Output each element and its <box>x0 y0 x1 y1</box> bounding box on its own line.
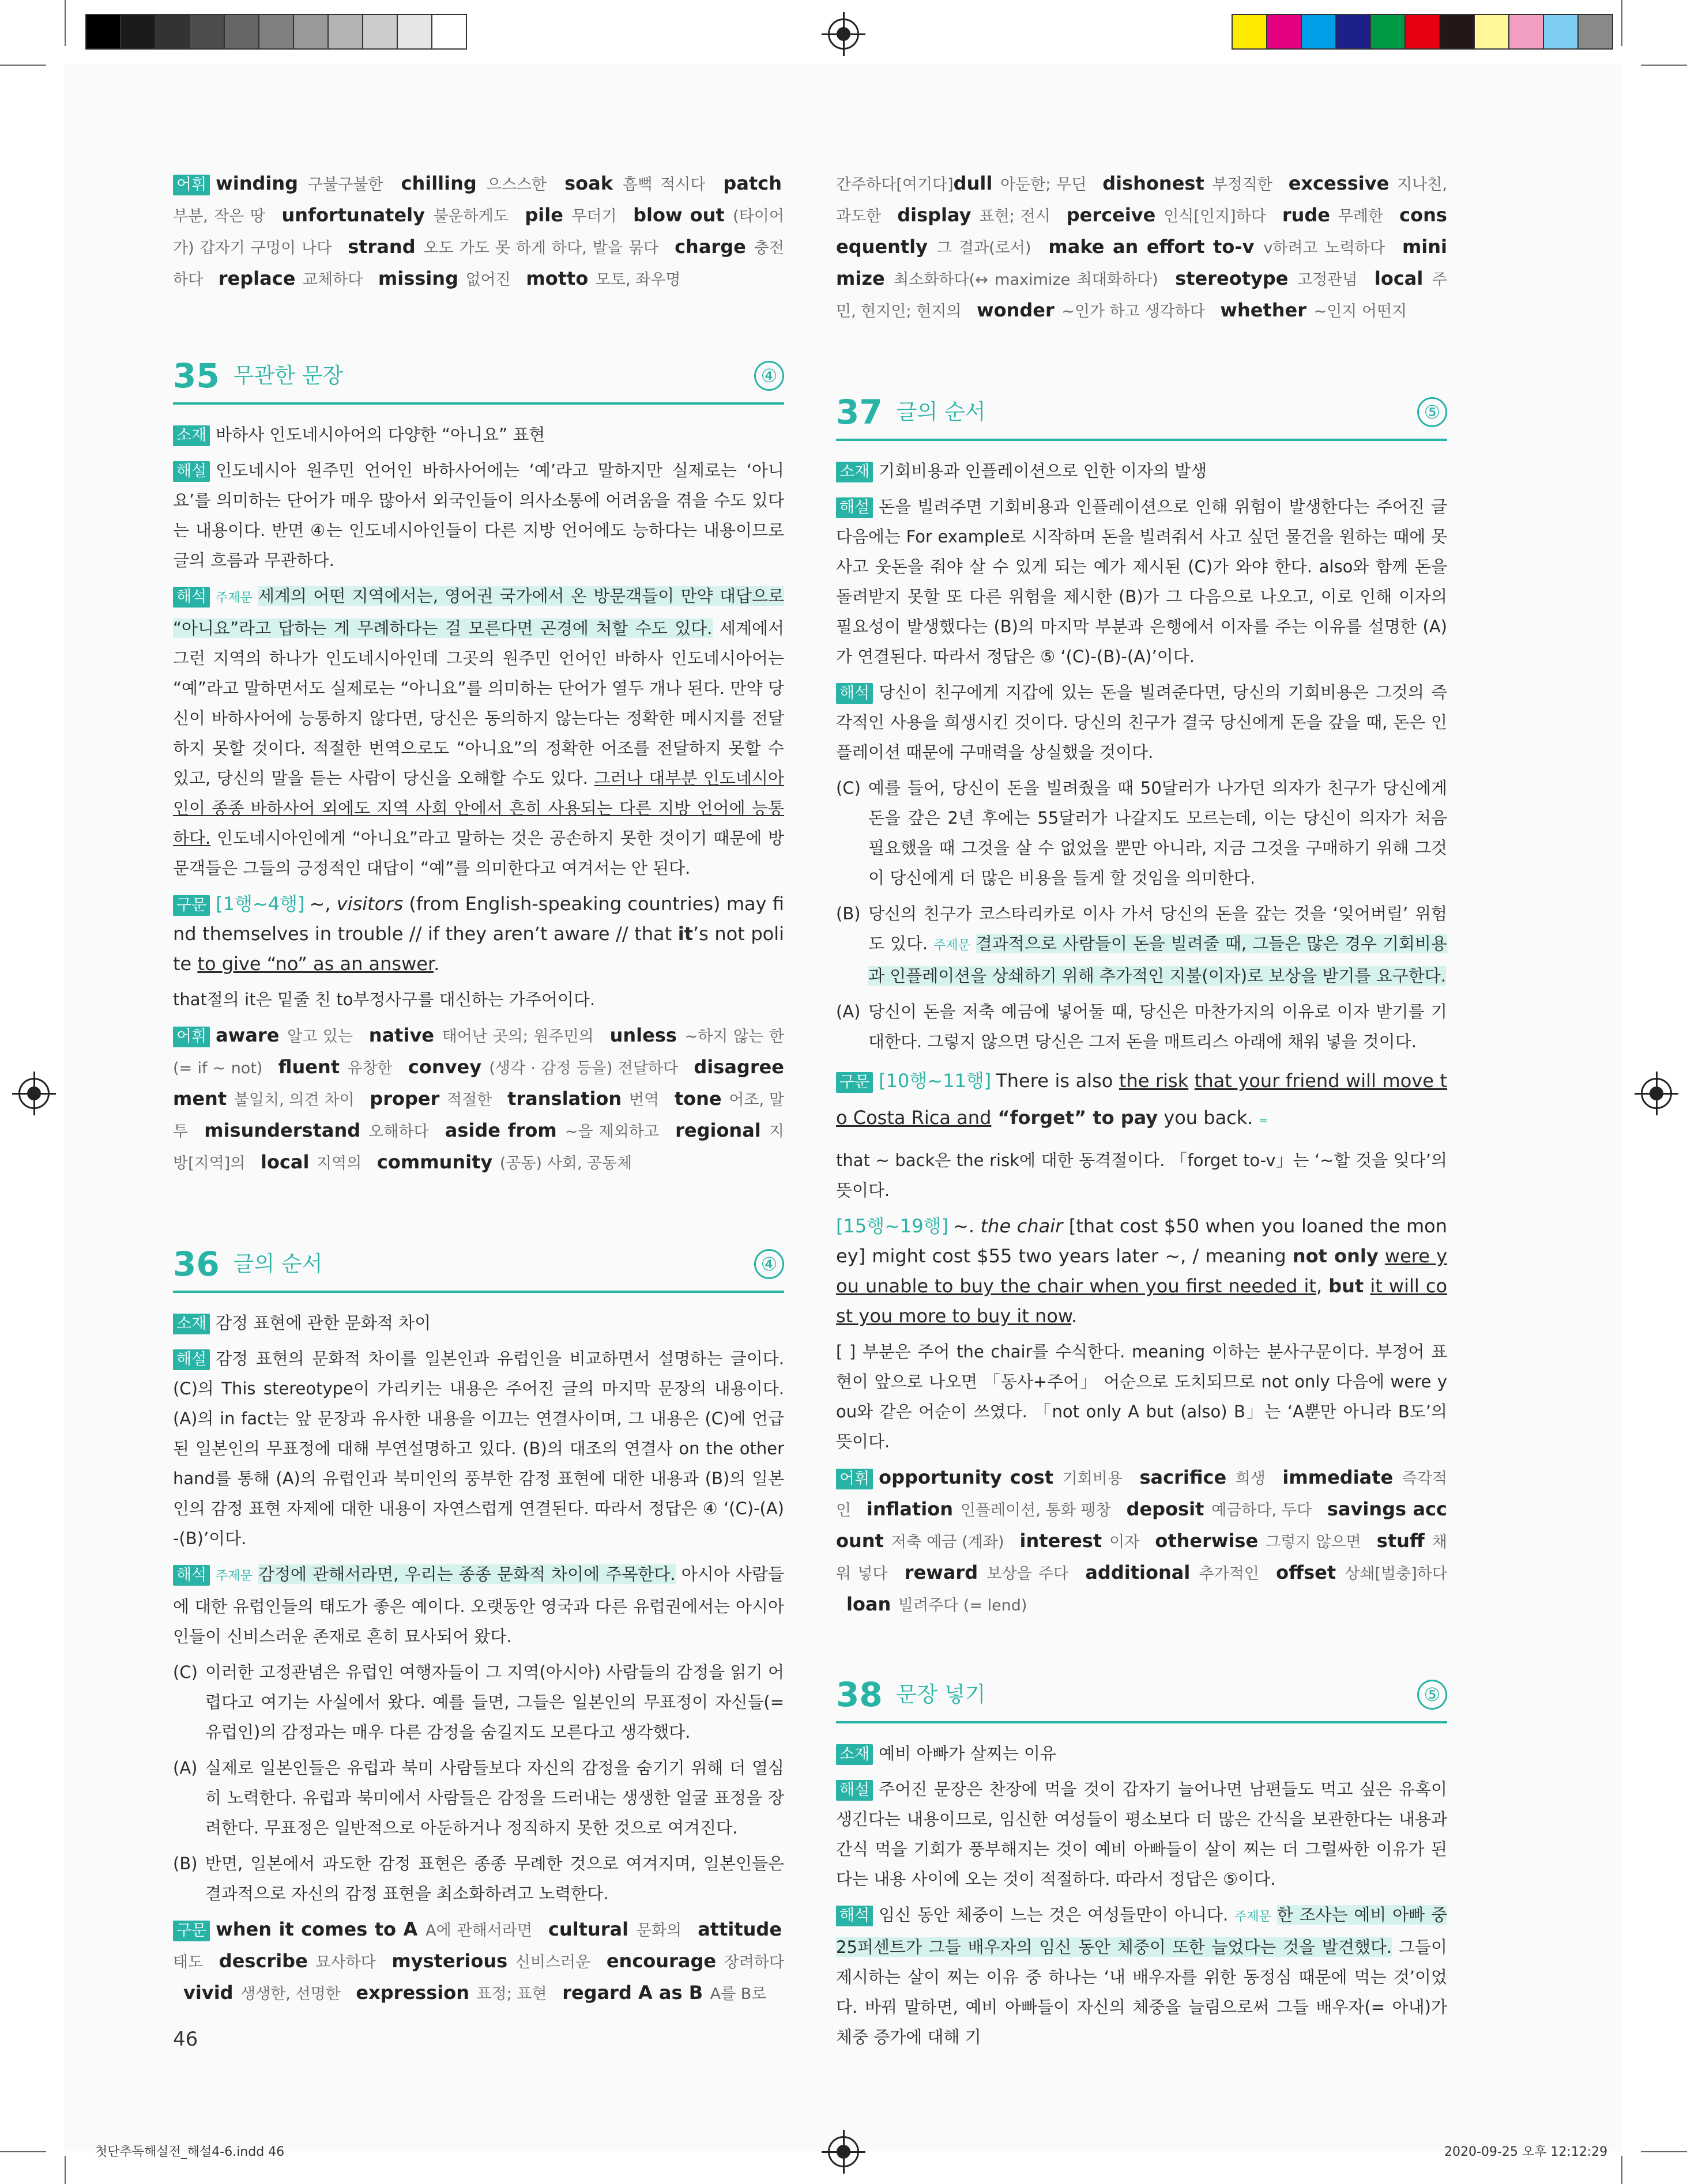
translate-text: 인도네시아인에게 “아니요”라고 말하는 것은 공손하지 못한 것이기 때문에 방문객들은 그들의 긍정적인 대답이 “예”를 의미한다고 여겨서는 안 된다. <box>173 828 784 878</box>
section-number: 38 <box>836 1675 883 1714</box>
syntax-text: ’s not polite <box>173 923 785 975</box>
vocab-block <box>173 1020 784 1179</box>
explain-text: 돈을 빌려주면 기회비용과 인플레이션으로 인해 위험이 발생한다는 주어진 글 다음에는 For example로 시작하며 돈을 빌려줘서 사고 싶던 물건을 원하는 때에 못 사고 웃돈을 줘야 살 수 있게 되는 예가 제시된 (C)가 와야 한다. also와 함께 돈을 돌려받지 못할 또 다른 위험을 제시한 (B)가 그 다음으로 나오고, 이로 인해 이자의 필요성이 발생했다는 (B)의 마지막 부분과 은행에서 이자를 주는 이유를 설명한 (A)가 연결된다. 따라서 정답은 ⑤ ‘(C)-(B)-(A)’이다. <box>836 497 1447 666</box>
section-title: 글의 순서 <box>896 399 986 424</box>
vocab-meaning: 충전하다 <box>173 239 784 289</box>
color-swatch <box>225 15 259 48</box>
color-swatch <box>1336 15 1371 48</box>
syntax-text: , <box>1316 1275 1329 1297</box>
translate-tag: 해석 <box>173 587 210 608</box>
syntax-italic: the chair <box>980 1215 1063 1237</box>
vocab-word: expression <box>356 1982 469 2004</box>
registration-mark-icon <box>828 18 859 50</box>
vocab-word: when it comes to A <box>216 1918 418 1940</box>
vocab-word: chilling <box>401 172 477 194</box>
sub-paragraph-b <box>836 899 1447 991</box>
vocab-meaning: 저축 예금 (계좌) <box>891 1533 1004 1551</box>
explanation <box>836 492 1447 672</box>
vocab-word: misunderstand <box>204 1119 361 1141</box>
vocab-meaning: 알고 있는 <box>287 1028 353 1046</box>
topic-sentence-label: 주제문 <box>1234 1910 1271 1924</box>
sub-text: 실제로 일본인들은 유럽과 북미 사람들보다 자신의 감정을 숨기기 위해 더 열심히 노력한다. 유럽과 북미에서 사람들은 감정을 드러내는 생생한 얼굴 표정을 장려한다. 무표정은 일반적으로 아둔하거나 정직하지 못한 것으로 여겨진다. <box>205 1758 784 1838</box>
vocab-word: additional <box>1085 1561 1191 1583</box>
topic-tag: 소재 <box>836 1744 873 1765</box>
color-swatch <box>1406 15 1440 48</box>
vocab-meaning: 아둔한; 무딘 <box>1000 176 1087 194</box>
vocab-word: sacrifice <box>1139 1466 1227 1488</box>
vocab-word: deposit <box>1126 1498 1204 1520</box>
topic-sentence-label: 주제문 <box>216 591 253 605</box>
vocab-meaning: 최소화하다(↔ maximize 최대화하다) <box>894 271 1158 289</box>
translation <box>836 677 1447 767</box>
sub-paragraph-a <box>836 997 1447 1057</box>
vocab-word: soak <box>564 172 613 194</box>
color-swatch <box>1579 15 1612 48</box>
sub-label: (C) <box>173 1662 198 1682</box>
vocab-meaning: 번역 <box>628 1091 660 1109</box>
crop-mark <box>1641 2151 1687 2152</box>
apposition-mark: = <box>1259 1115 1268 1127</box>
vocab-meaning: 흠뻑 적시다 <box>623 176 706 194</box>
translate-text: 그들이 제시하는 살이 찌는 이유 중 하나는 ‘내 배우자를 위한 동정심 때문에 먹는 것’이었다. 바꿔 말하면, 예비 아빠들이 자신의 체중을 늘림으로써 그들 배우자(= 아내)가 체중 증가에 대해 기 <box>836 1937 1447 2047</box>
vocab-word: rude <box>1282 204 1330 226</box>
vocab-word: tone <box>674 1088 722 1110</box>
translate-text: 아시아 사람들에 대한 유럽인들의 태도가 좋은 예이다. 오랫동안 영국과 다른 유럽권에서는 아시아인들이 신비스러운 존재로 흔히 묘사되어 왔다. <box>173 1564 784 1646</box>
vocab-word: mysterious <box>391 1950 508 1972</box>
sub-paragraph <box>173 1753 784 1843</box>
section-38-header <box>836 1673 1447 1723</box>
crop-mark <box>65 0 66 46</box>
crop-mark <box>0 65 46 66</box>
color-swatch <box>190 15 225 48</box>
sub-paragraph-c <box>836 773 1447 893</box>
translation <box>836 1900 1447 2052</box>
section-number: 36 <box>173 1244 220 1284</box>
vocab-meaning: 불일치, 의견 차이 <box>234 1091 355 1109</box>
vocab-meaning: ~인지 어떤지 <box>1313 303 1407 320</box>
vocab-meaning: 신비스러운 <box>515 1953 591 1971</box>
vocab-word: describe <box>219 1950 308 1972</box>
topic-sentence-label: 주제문 <box>933 938 970 953</box>
vocab-meaning: 인플레이션, 통화 팽창 <box>960 1502 1111 1519</box>
registration-mark-icon <box>828 2136 859 2167</box>
footer-filename: 첫단추독해실전_해설4-6.indd 46 <box>95 2145 285 2159</box>
syntax <box>173 889 784 979</box>
color-swatch <box>86 15 121 48</box>
section-36-header <box>173 1242 784 1293</box>
vocab-word: savings account <box>836 1498 1447 1552</box>
vocab-word: cultural <box>548 1918 629 1940</box>
topic-sentence: 세계의 어떤 지역에서는, 영어권 국가에서 온 방문객들이 만약 대답으로 “아니요”라고 답하는 게 무례하다는 걸 모른다면 곤경에 처할 수도 있다. <box>173 586 784 638</box>
vocab-meaning: 지방[지역]의 <box>173 1123 784 1172</box>
vocab-word: proper <box>370 1088 440 1110</box>
vocab-meaning: 오해하다 <box>368 1123 429 1141</box>
crop-mark <box>1621 2156 1622 2184</box>
syntax-note: that ~ back은 the risk에 대한 동격절이다. 「forget to-v」는 ‘~할 것을 잊다’의 뜻이다. <box>836 1151 1447 1200</box>
color-swatch <box>121 15 156 48</box>
vocab-word: vivid <box>183 1982 234 2004</box>
section-title: 문장 넣기 <box>896 1682 986 1707</box>
vocab-meaning: A를 B로 <box>710 1985 767 2003</box>
topic-text: 기회비용과 인플레이션으로 인한 이자의 발생 <box>879 461 1207 481</box>
vocab-meaning: ~하지 않는 한(= if ~ not) <box>173 1028 784 1077</box>
explain-tag: 해설 <box>836 1780 873 1801</box>
vocab-meaning: 표현; 전시 <box>979 208 1050 225</box>
vocab-word: disagreement <box>173 1056 784 1110</box>
section-35-header <box>173 354 784 405</box>
crop-mark <box>1621 0 1622 46</box>
vocab-meaning: 주민, 현지인; 현지의 <box>836 271 1447 320</box>
grayscale-color-bar <box>85 14 467 50</box>
explanation <box>173 455 784 575</box>
color-swatch <box>1267 15 1302 48</box>
crop-mark <box>0 2151 46 2152</box>
topic-sentence: 감정에 관해서라면, 우리는 종종 문화적 차이에 주목한다. <box>258 1564 676 1584</box>
vocab-meaning: 묘사하다 <box>315 1953 376 1971</box>
vocab-word: stuff <box>1376 1530 1425 1552</box>
crop-mark <box>1641 65 1687 66</box>
translation <box>173 1559 784 1651</box>
vocab-meaning: 지나친, 과도한 <box>836 176 1447 225</box>
vocab-word: blow out <box>633 204 725 226</box>
vocab-meaning: 간주하다[여기다] <box>836 176 954 194</box>
syntax-text: There is also <box>996 1070 1119 1092</box>
topic-sentence: 한 조사는 예비 아빠 중 25퍼센트가 그들 배우자의 임신 동안 체중이 또한 늘었다는 것을 발견했다. <box>836 1905 1448 1957</box>
explain-text: 주어진 문장은 찬장에 먹을 것이 갑자기 늘어나면 남편들도 먹고 싶은 유혹이 생긴다는 내용이므로, 임신한 여성들이 평소보다 더 많은 간식을 보관한다는 내용과 간식 먹을 기회가 풍부해지는 것이 예비 아빠들이 살이 찌는 더 그럴싸한 이유가 된다는 내용 사이에 오는 것이 적절하다. 따라서 정답은 ⑤이다. <box>836 1779 1447 1889</box>
vocab-meaning: (공동) 사회, 공동체 <box>499 1155 632 1172</box>
vocab-meaning: 표정; 표현 <box>476 1985 547 2003</box>
syntax-text: [that cost $50 when you loaned the money] might cost $55 two years later ~, / meaning <box>836 1215 1448 1267</box>
color-swatch <box>1371 15 1406 48</box>
color-swatch <box>1544 15 1579 48</box>
vocab-word: community <box>376 1151 493 1173</box>
vocab-meaning: 불운하게도 <box>433 208 509 225</box>
syntax-text: . <box>1071 1305 1078 1327</box>
vocab-word: opportunity cost <box>879 1466 1054 1488</box>
vocab-word: convey <box>408 1056 482 1078</box>
vocab-word: unfortunately <box>281 204 425 226</box>
section-number: 37 <box>836 393 883 432</box>
syntax-underline: were you unable to buy the chair when you first needed it <box>836 1245 1448 1297</box>
topic <box>836 456 1447 486</box>
process-color-bar <box>1232 14 1613 50</box>
translate-tag: 해석 <box>836 1906 873 1926</box>
topic <box>173 420 784 450</box>
vocab-word: fluent <box>278 1056 340 1078</box>
syntax-text <box>1188 1070 1195 1092</box>
footer-datetime: 2020-09-25 오후 12:12:29 <box>1444 2145 1608 2159</box>
color-swatch <box>1302 15 1336 48</box>
vocab-word: minimize <box>836 236 1447 289</box>
vocab-meaning: A에 관해서라면 <box>425 1922 533 1940</box>
vocab-word: display <box>897 204 971 226</box>
vocab-word: missing <box>378 267 458 289</box>
answer-badge: ⑤ <box>1417 1680 1447 1710</box>
vocab-word: aside from <box>445 1119 557 1141</box>
vocab-meaning: 장려하다 <box>724 1953 784 1971</box>
vocab-word: replace <box>218 267 296 289</box>
vocab-word: immediate <box>1282 1466 1394 1488</box>
section-title: 글의 순서 <box>233 1251 323 1276</box>
vocab-meaning: 오도 가도 못 하게 하다, 발을 묶다 <box>423 239 659 257</box>
section-number: 35 <box>173 356 220 395</box>
vocab-word: excessive <box>1288 172 1389 194</box>
right-column <box>836 168 1447 2058</box>
syntax-text <box>1364 1275 1370 1297</box>
vocab-word: offset <box>1276 1561 1336 1583</box>
sub-label: (C) <box>836 778 861 798</box>
color-swatch <box>398 15 432 48</box>
vocab-meaning: 문화의 <box>637 1922 682 1940</box>
vocab-meaning: 생생한, 선명한 <box>240 1985 341 2003</box>
translate-text: 당신이 친구에게 지갑에 있는 돈을 빌려준다면, 당신의 기회비용은 그것의 즉각적인 사용을 희생시킨 것이다. 당신의 친구가 결국 당신에게 돈을 갚을 때, 돈은 인플레이션 때문에 구매력을 상실했을 것이다. <box>836 682 1447 762</box>
vocab-word: dishonest <box>1102 172 1204 194</box>
syntax-underline: that your friend will move to Costa Rica and <box>836 1070 1448 1129</box>
explain-text: 인도네시아 원주민 언어인 바하사어에는 ‘예’라고 말하지만 실제로는 ‘아니요’를 의미하는 단어가 매우 많아서 외국인들이 의사소통에 어려움을 겪을 수도 있다는 내용이다. 반면 ④는 인도네시아인들이 다른 지방 언어에도 능하다는 내용이므로 글의 흐름과 무관하다. <box>173 461 784 570</box>
vocab-word: loan <box>846 1593 891 1615</box>
vocab-meaning: 태어난 곳의; 원주민의 <box>442 1028 594 1046</box>
syntax <box>836 1211 1447 1331</box>
syntax-text <box>1379 1245 1385 1267</box>
vocab-meaning: ~인가 하고 생각하다 <box>1061 303 1205 320</box>
vocab-meaning: 없어진 <box>465 271 511 289</box>
vocab-meaning: 그 결과(로서) <box>936 239 1031 257</box>
vocab-word: attitude <box>698 1918 782 1940</box>
vocab-tag: 어휘 <box>173 175 210 195</box>
vocab-meaning: 고정관념 <box>1297 271 1358 289</box>
vocab-word: whether <box>1220 299 1306 321</box>
color-swatch <box>294 15 329 48</box>
sub-label: (B) <box>173 1854 198 1873</box>
vocab-tag: 어휘 <box>173 1027 210 1047</box>
sub-paragraph <box>173 1849 784 1908</box>
syntax-tag: 구문 <box>836 1072 873 1093</box>
vocab-word: interest <box>1019 1530 1102 1552</box>
explain-tag: 해설 <box>173 1349 210 1370</box>
page-number: 46 <box>173 2028 198 2051</box>
vocab-meaning: 어조, 말투 <box>173 1091 784 1141</box>
registration-mark-icon <box>18 1078 50 1109</box>
vocab-meaning: 구불구불한 <box>308 176 383 194</box>
sub-text: 반면, 일본에서 과도한 감정 표현은 종종 무례한 것으로 여겨지며, 일본인들은 결과적으로 자신의 감정 표현을 최소화하려고 노력한다. <box>205 1854 784 1903</box>
topic <box>173 1308 784 1338</box>
answer-badge: ④ <box>754 361 784 391</box>
syntax-underline: to give “no” as an answer <box>197 953 434 975</box>
vocab-word: local <box>261 1151 310 1173</box>
vocab-meaning: 유창한 <box>347 1059 393 1077</box>
vocab-meaning: 이자 <box>1109 1533 1140 1551</box>
vocab-word: encourage <box>606 1950 717 1972</box>
topic-text: 예비 아빠가 살찌는 이유 <box>879 1744 1056 1763</box>
syntax-text: . <box>434 953 440 975</box>
topic-tag: 소재 <box>173 1314 210 1334</box>
vocab-word: regard A as B <box>562 1982 703 2004</box>
line-ref: [1행~4행] <box>216 893 305 915</box>
vocab-meaning: 무더기 <box>571 208 617 225</box>
topic-sentence: 결과적으로 사람들이 돈을 빌려줄 때, 그들은 많은 경우 기회비용과 인플레이션을 상쇄하기 위해 추가적인 지불(이자)로 보상을 받기를 요구한다. <box>868 934 1447 986</box>
vocab-word: aware <box>216 1024 280 1046</box>
vocab-word: consequently <box>836 204 1447 258</box>
vocab-word: patch <box>723 172 782 194</box>
vocab-meaning: ~을 제외하고 <box>564 1123 659 1141</box>
vocab-meaning: 교체하다 <box>302 271 363 289</box>
vocab-meaning: 지역의 <box>317 1155 362 1172</box>
vocab-meaning: 그렇지 않으면 <box>1266 1533 1361 1551</box>
topic-tag: 소재 <box>836 462 873 482</box>
vocab-word: unless <box>609 1024 677 1046</box>
color-swatch <box>1440 15 1475 48</box>
left-column <box>173 168 784 2015</box>
color-swatch <box>156 15 190 48</box>
syntax-bold: but <box>1328 1275 1364 1297</box>
vocab-meaning: 기회비용 <box>1062 1470 1123 1488</box>
vocab-block-top-left <box>173 168 784 295</box>
vocab-word: otherwise <box>1155 1530 1259 1552</box>
vocab-meaning: v하려고 노력하다 <box>1263 239 1385 257</box>
syntax-text: ~, <box>309 893 337 915</box>
syntax-bold: it <box>677 923 693 945</box>
vocab-block-top-right <box>836 168 1447 327</box>
sub-text: 당신의 친구가 코스타리카로 이사 가서 당신의 돈을 갚는 것을 ‘잊어버릴’ 위험도 있다. <box>868 904 1447 953</box>
vocab-word: regional <box>675 1119 761 1141</box>
vocab-word: inflation <box>866 1498 953 1520</box>
vocab-meaning: 무례한 <box>1338 208 1384 225</box>
vocab-tag: 어휘 <box>836 1469 873 1489</box>
vocab-word: wonder <box>977 299 1055 321</box>
color-swatch <box>1475 15 1509 48</box>
sub-label: (A) <box>173 1758 198 1778</box>
vocab-meaning: 빌려주다 (= lend) <box>898 1597 1027 1615</box>
line-ref: [10행~11행] <box>879 1070 992 1092</box>
vocab-word: stereotype <box>1175 267 1289 289</box>
syntax-bold: not only <box>1292 1245 1379 1267</box>
vocab-meaning: 추가적인 <box>1199 1565 1259 1583</box>
syntax-note: [ ] 부분은 주어 the chair를 수식한다. meaning 이하는 분사구문이다. 부정어 표현이 앞으로 나오면 「동사+주어」 어순으로 도치되므로 not only 다음에 were you와 같은 어순이 쓰였다. 「not only A but (also) B」는 ‘A뿐만 아니라 B도’의 뜻이다. <box>836 1342 1447 1451</box>
vocab-word: charge <box>675 236 746 258</box>
vocab-word: pile <box>525 204 563 226</box>
translate-text: 세계에서 그런 지역의 하나가 인도네시아인데 그곳의 원주민 언어인 바하사 인도네시아어는 “예”라고 말하면서도 실제로는 “아니요”를 의미하는 단어가 열두 개나 된다. 만약 당신이 바하사어에 능통하지 않다면, 당신은 동의하지 않는다는 정확한 메시지를 전달하지 못할 것이다. 적절한 번역으로도 “아니요”의 정확한 어조를 전달하지 못할 수 있고, 당신의 말을 듣는 사람이 당신을 오해할 수도 있다. <box>173 618 784 788</box>
sub-text: 이러한 고정관념은 유럽인 여행자들이 그 지역(아시아) 사람들의 감정을 읽기 어렵다고 여기는 사실에서 왔다. 예를 들면, 그들은 일본인의 무표정이 자신들(= 유럽인)의 감정과는 매우 다른 감정을 숨길지도 모른다고 생각했다. <box>205 1662 784 1742</box>
syntax <box>836 1062 1447 1140</box>
syntax-italic: visitors <box>336 893 404 915</box>
color-swatch <box>1233 15 1267 48</box>
color-swatch <box>329 15 363 48</box>
explain-tag: 해설 <box>836 497 873 518</box>
color-swatch <box>432 15 466 48</box>
topic-sentence-label: 주제문 <box>216 1569 253 1583</box>
vocab-block <box>836 1462 1447 1621</box>
vocab-meaning: 채워 넣다 <box>836 1533 1447 1583</box>
vocab-word: native <box>368 1024 434 1046</box>
translate-text: 임신 동안 체중이 느는 것은 여성들만이 아니다. <box>879 1905 1235 1925</box>
sub-text: 예를 들어, 당신이 돈을 빌려줬을 때 50달러가 나가던 의자가 친구가 당신에게 돈을 갚은 2년 후에는 55달러가 나갈지도 모르는데, 이는 당신이 의자가 처음 필요했을 때 그것을 살 수 없었을 뿐만 아니라, 지금 그것을 구매하기 위해 그것이 당신에게 더 많은 비용을 들게 할 것임을 의미한다. <box>868 778 1447 888</box>
translate-tag: 해석 <box>836 683 873 704</box>
vocab-meaning: (타이어가) 갑자기 구멍이 나다 <box>173 208 784 257</box>
syntax-text: ~. <box>953 1215 981 1237</box>
sub-label: (B) <box>836 904 861 923</box>
vocab-meaning: 상쇄[벌충]하다 <box>1345 1565 1447 1583</box>
vocab-meaning: 태도 <box>173 1953 204 1971</box>
vocab-tag: 구문 <box>173 1921 210 1941</box>
irrelevant-sentence: 그러나 대부분 인도네시아인이 종종 바하사어 외에도 지역 사회 안에서 흔히 사용되는 다른 지방 언어에 능통하다. <box>173 768 784 848</box>
syntax-tag: 구문 <box>173 895 210 916</box>
syntax-underline: the risk <box>1119 1070 1189 1092</box>
topic-text: 바하사 인도네시아어의 다양한 “아니요” 표현 <box>216 425 545 444</box>
vocab-meaning: 으스스한 <box>486 176 547 194</box>
vocab-block <box>173 1914 784 2009</box>
explain-tag: 해설 <box>173 461 210 482</box>
answer-badge: ④ <box>754 1249 784 1279</box>
vocab-meaning: 적절한 <box>447 1091 492 1109</box>
vocab-word: local <box>1374 267 1424 289</box>
syntax-text: you back. <box>1158 1107 1253 1129</box>
vocab-meaning: 모토, 좌우명 <box>595 271 681 289</box>
topic-text: 감정 표현에 관한 문화적 차이 <box>216 1313 431 1333</box>
topic-tag: 소재 <box>173 425 210 446</box>
registration-mark-icon <box>1641 1078 1672 1109</box>
vocab-word: translation <box>507 1088 622 1110</box>
color-swatch <box>1509 15 1544 48</box>
vocab-meaning: (생각 · 감정 등을) 전달하다 <box>489 1059 679 1077</box>
vocab-meaning: 인식[인지]하다 <box>1163 208 1266 225</box>
vocab-word: winding <box>216 172 299 194</box>
answer-badge: ⑤ <box>1417 397 1447 427</box>
vocab-meaning: 즉각적인 <box>836 1470 1447 1519</box>
explanation <box>173 1344 784 1553</box>
vocab-word: perceive <box>1066 204 1156 226</box>
translate-tag: 해석 <box>173 1565 210 1586</box>
topic <box>836 1738 1447 1768</box>
explanation <box>836 1774 1447 1894</box>
vocab-meaning: 예금하다, 두다 <box>1211 1502 1312 1519</box>
explain-text: 감정 표현의 문화적 차이를 일본인과 유럽인을 비교하면서 설명하는 글이다. (C)의 This stereotype이 가리키는 내용은 주어진 글의 마지막 문장의 내용이다. (A)의 in fact는 앞 문장과 유사한 내용을 이끄는 연결사이며, 그 내용은 (C)에 언급된 일본인의 무표정에 대해 부연설명하고 있다. (B)의 대조의 연결사 on the other hand를 통해 (A)의 유럽인과 북미인의 풍부한 감정 표현에 대한 내용과 (B)의 일본인의 감정 표현 자제에 대한 내용이 자연스럽게 연결된다. 따라서 정답은 ④ ‘(C)-(A)-(B)’이다. <box>173 1349 784 1548</box>
sub-text: 당신이 돈을 저축 예금에 넣어둘 때, 당신은 마찬가지의 이유로 이자 받기를 기대한다. 그렇지 않으면 당신은 그저 돈을 매트리스 아래에 채워 넣을 것이다. <box>868 1002 1447 1051</box>
vocab-meaning: 부분, 작은 땅 <box>173 208 265 225</box>
color-swatch <box>363 15 398 48</box>
vocab-word: reward <box>904 1561 978 1583</box>
color-swatch <box>259 15 294 48</box>
sub-label: (A) <box>836 1002 861 1021</box>
translation <box>173 581 784 883</box>
vocab-word: dull <box>953 172 993 194</box>
sub-paragraph <box>173 1657 784 1747</box>
vocab-meaning: 희생 <box>1235 1470 1266 1488</box>
line-ref: [15행~19행] <box>836 1215 949 1237</box>
syntax-text: (from English-speaking countries) may find themselves in trouble // if they aren’t aware // that <box>173 893 784 945</box>
section-37-header <box>836 390 1447 441</box>
vocab-word: make an effort to-v <box>1048 236 1255 258</box>
crop-mark <box>65 2156 66 2184</box>
vocab-meaning: 보상을 주다 <box>986 1565 1069 1583</box>
syntax-underline: it will cost you more to buy it now <box>836 1275 1448 1327</box>
vocab-word: motto <box>526 267 589 289</box>
syntax-note: that절의 it은 밑줄 친 to부정사구를 대신하는 가주어이다. <box>173 990 596 1009</box>
vocab-meaning: 부정직한 <box>1212 176 1272 194</box>
vocab-word: strand <box>348 236 416 258</box>
section-title: 무관한 문장 <box>233 363 344 388</box>
syntax-bold: “forget” to pay <box>991 1107 1158 1129</box>
